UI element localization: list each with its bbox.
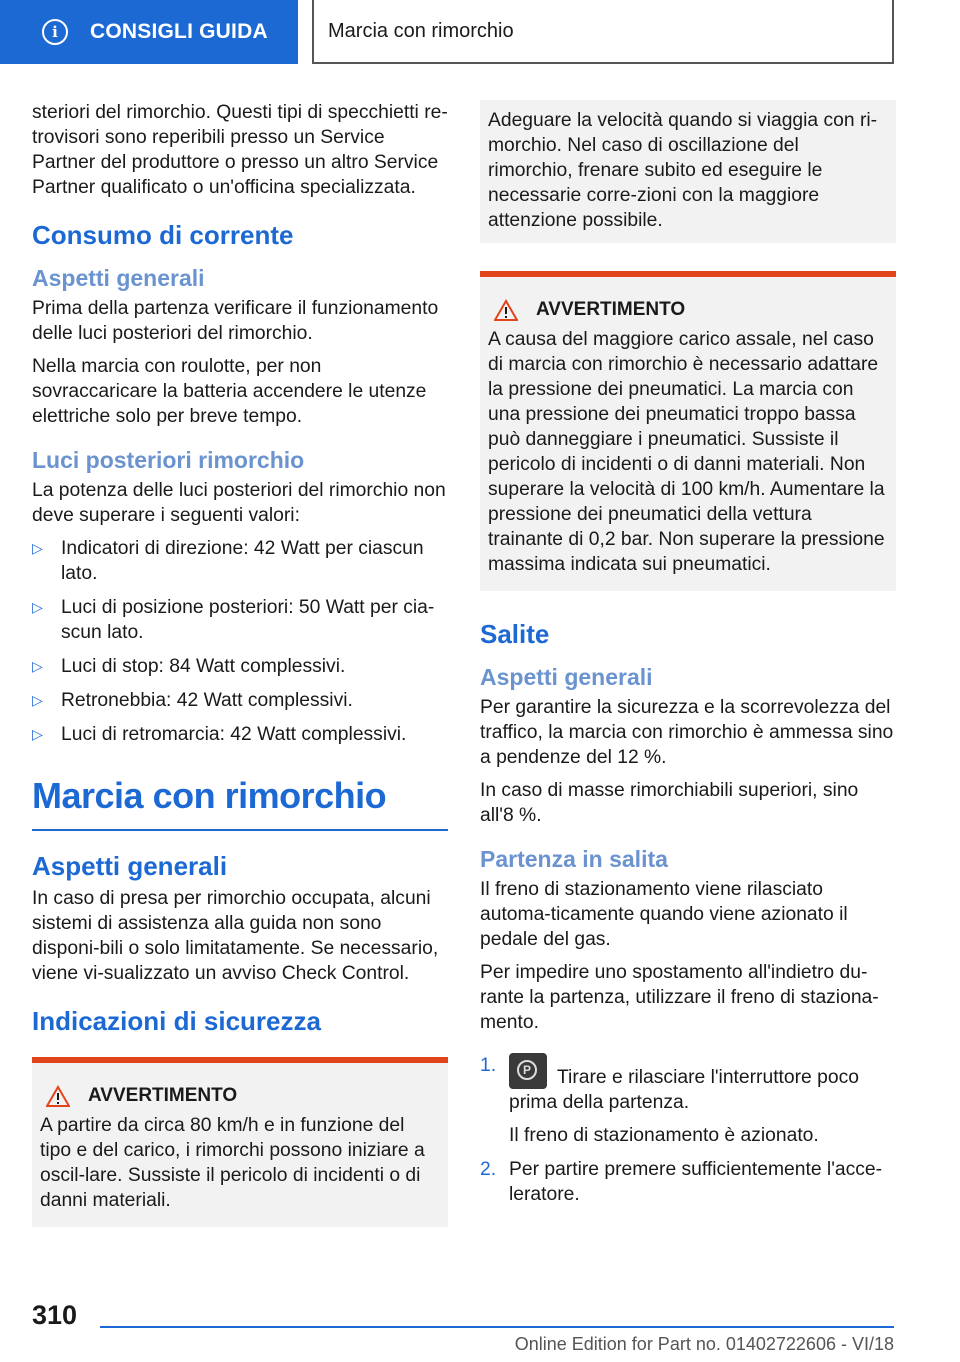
page-title: Marcia con rimorchio <box>312 0 894 64</box>
partenza-paragraph-1: Il freno di stazionamento viene rilasciato automa-ticamente quando viene azionato il pedale del gas. <box>480 879 848 950</box>
warning-title: AVVERTIMENTO <box>536 299 686 320</box>
warning-text: A partire da circa 80 km/h e in funzione del tipo e del carico, i rimorchi possono iniziare a oscil-lare. Sussiste il pericolo di incidenti o di danni materiali. <box>40 1115 425 1211</box>
list-item: ▷ Retronebbia: 42 Watt complessivi. <box>32 690 353 711</box>
triangle-bullet-icon: ▷ <box>32 726 43 742</box>
warning-text: A causa del maggiore carico assale, nel caso di marcia con rimorchio è necessario adattare la pressione dei pneumatici. La marcia con una pressione dei pneumatici troppo bassa può danneggiare i pneumatici. Sussiste il pericolo di incidenti o di danni materiali. Non superare la velocità di 100 km/h. Aumentare la pressione dei pneumatici della vettura trainante di 0,2 bar. Non superare la pressione massima indicata sui pneumatici. <box>488 329 885 575</box>
step-text: Tirare e rilasciare l'interruttore poco prima della partenza. <box>509 1067 859 1113</box>
warning-box <box>480 271 896 591</box>
warning-header <box>488 299 886 321</box>
triangle-bullet-icon: ▷ <box>32 658 43 674</box>
heading-aspetti-generali-marcia: Aspetti generali <box>32 851 228 881</box>
warning-triangle-icon <box>494 299 518 321</box>
list-item: ▷ Indicatori di direzione: 42 Watt per ciascun lato. <box>32 538 424 584</box>
step-item <box>480 1157 896 1207</box>
heading-aspetti-generali: Aspetti generali <box>32 265 205 291</box>
heading-divider <box>32 829 448 831</box>
salite-paragraph-1: Per garantire la sicurezza e la scorrevolezza del traffico, la marcia con rimorchio è ammessa sino a pendenze del 12 %. <box>480 697 894 768</box>
list-item: ▷ Luci di posizione posteriori: 50 Watt per cia-scun lato. <box>32 597 435 643</box>
warning-box <box>32 1057 448 1227</box>
aspetti-paragraph-2: Nella marcia con roulotte, per non sovraccaricare la batteria accendere le utenze elettriche solo per breve tempo. <box>32 356 427 427</box>
warning-triangle-icon <box>46 1085 70 1107</box>
triangle-bullet-icon: ▷ <box>32 599 43 615</box>
left-column <box>32 100 448 1227</box>
edition-text: Online Edition for Part no. 01402722606 - VI/18 <box>514 1334 894 1354</box>
section-label: CONSIGLI GUIDA <box>90 20 268 43</box>
list-item: ▷ Luci di retromarcia: 42 Watt complessivi. <box>32 724 407 745</box>
warning-header <box>40 1085 438 1107</box>
step-text: Per partire premere sufficientemente l'acce-leratore. <box>509 1159 883 1205</box>
luci-paragraph: La potenza delle luci posteriori del rimorchio non deve superare i seguenti valori: <box>32 480 446 526</box>
heading-aspetti-generali-salite: Aspetti generali <box>480 664 653 690</box>
page-number: 310 <box>32 1300 78 1330</box>
heading-luci-posteriori: Luci posteriori rimorchio <box>32 447 305 473</box>
triangle-bullet-icon: ▷ <box>32 692 43 708</box>
step-item <box>480 1053 896 1148</box>
intro-paragraph: steriori del rimorchio. Questi tipi di specchietti re-trovisori sono reperibili presso un Service Partner del produttore o presso un altro Service Partner qualificato o un'officina specializzata. <box>32 102 448 198</box>
triangle-bullet-icon: ▷ <box>32 540 43 556</box>
info-icon: i <box>42 19 68 45</box>
right-column <box>480 100 896 1216</box>
salite-paragraph-2: In caso di masse rimorchiabili superiori, sino all'8 %. <box>480 780 859 826</box>
note-box <box>480 100 896 243</box>
step-result: Il freno di stazionamento è azionato. <box>509 1125 819 1146</box>
heading-salite: Salite <box>480 619 550 649</box>
section-tab[interactable] <box>0 0 298 64</box>
heading-indicazioni-sicurezza: Indicazioni di sicurezza <box>32 1006 321 1036</box>
heading-marcia-con-rimorchio: Marcia con rimorchio <box>32 775 387 816</box>
parking-brake-icon: P <box>509 1053 547 1089</box>
heading-consumo: Consumo di corrente <box>32 220 294 250</box>
list-item: ▷ Luci di stop: 84 Watt complessivi. <box>32 656 346 677</box>
aspetti-paragraph-1: Prima della partenza verificare il funzionamento delle luci posteriori del rimorchio. <box>32 298 439 344</box>
step-number: 1. <box>480 1055 497 1076</box>
steps-list <box>480 1053 896 1207</box>
warning-title: AVVERTIMENTO <box>88 1085 238 1106</box>
note-text: Adeguare la velocità quando si viaggia con ri-morchio. Nel caso di oscillazione del rimorchio, frenare subito ed eseguire le necessarie corre-zioni con la maggiore attenzione possibile. <box>488 110 878 231</box>
step-number: 2. <box>480 1159 497 1180</box>
partenza-paragraph-2: Per impedire uno spostamento all'indietro du-rante la partenza, utilizzare il freno di staziona-mento. <box>480 962 879 1033</box>
footer-divider <box>100 1326 894 1328</box>
heading-partenza-salita: Partenza in salita <box>480 846 668 872</box>
bullet-list <box>32 536 448 747</box>
marcia-paragraph: In caso di presa per rimorchio occupata, alcuni sistemi di assistenza alla guida non sono disponi-bili o solo limitatamente. Se necessario, viene vi-sualizzato un avviso Check Control. <box>32 888 439 984</box>
